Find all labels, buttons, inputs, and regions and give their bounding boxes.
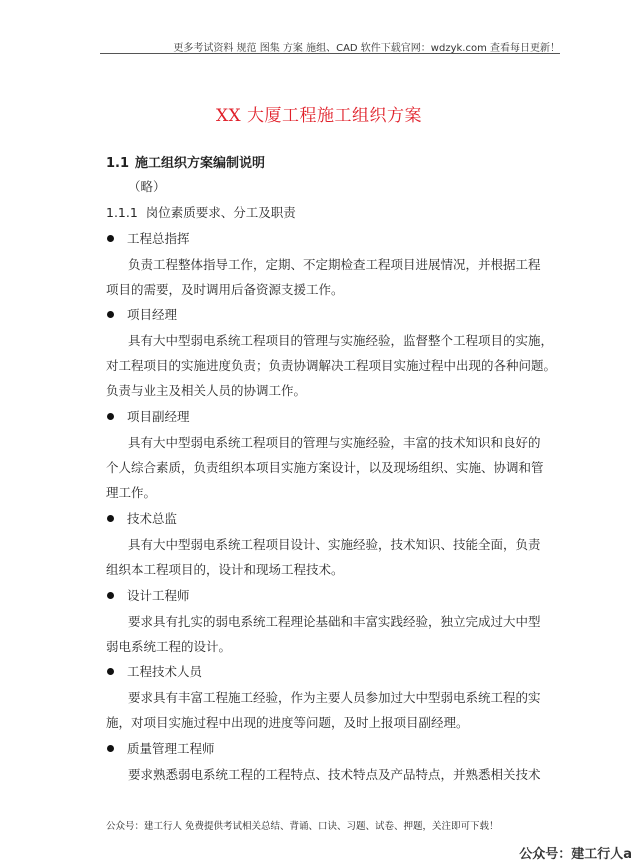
role-name: 工程总指挥 [127,231,190,246]
header-divider [100,53,560,54]
role-heading [107,409,190,425]
role-name: 设计工程师 [127,588,190,603]
role-desc-line: 理工作。 [106,485,157,500]
bullet-icon [107,311,114,318]
role-heading [107,741,215,757]
role-desc-line: 对工程项目的实施进度负责；负责协调解决工程项目实施过程中出现的各种问题。 [106,358,557,373]
bullet-icon [107,592,114,599]
role-desc-line: 负责与业主及相关人员的协调工作。 [106,383,307,398]
role-name: 项目经理 [127,307,178,322]
bullet-icon [107,413,114,420]
role-name: 工程技术人员 [127,664,203,679]
bullet-icon [107,235,114,242]
role-name: 项目副经理 [127,409,190,424]
bullet-icon [107,745,114,752]
role-heading [107,511,177,527]
role-desc-line: 组织本工程项目的，设计和现场工程技术。 [106,562,344,577]
role-name: 质量管理工程师 [127,741,215,756]
footer-note: 公众号：建工行人 免费提供考试相关总结、背诵、口诀、习题、试卷、押题，关注即可下载！ [106,821,499,832]
watermark: 公众号：建工行人a [519,847,632,862]
role-desc-line: 要求具有丰富工程施工经验，作为主要人员参加过大中型弱电系统工程的实 [128,690,541,705]
role-heading [107,231,190,247]
subsection-title: 岗位素质要求、分工及职责 [145,205,296,220]
role-desc-line: 要求熟悉弱电系统工程的工程特点、技术特点及产品特点，并熟悉相关技术 [128,767,541,782]
role-name: 技术总监 [127,511,178,526]
role-desc-line: 施，对项目实施过程中出现的进度等问题，及时上报项目副经理。 [106,715,469,730]
document-title: XX 大厦工程施工组织方案 [215,106,423,126]
section-title: 施工组织方案编制说明 [135,156,266,171]
role-desc-line: 具有大中型弱电系统工程项目的管理与实施经验，监督整个工程项目的实施， [128,333,554,348]
bullet-icon [107,668,114,675]
role-heading [107,664,202,680]
section-number: 1.1 [106,156,130,171]
section-note: （略） [128,179,166,194]
bullet-icon [107,515,114,522]
role-desc-line: 弱电系统工程的设计。 [106,639,232,654]
role-desc-line: 负责工程整体指导工作，定期、不定期检查工程项目进展情况，并根据工程 [128,257,541,272]
role-desc-line: 具有大中型弱电系统工程项目设计、实施经验，技术知识、技能全面，负责 [128,537,541,552]
section-heading [106,152,265,171]
role-heading [107,588,190,604]
subsection-heading [106,205,296,221]
role-desc-line: 个人综合素质，负责组织本项目实施方案设计，以及现场组织、实施、协调和管 [106,460,544,475]
subsection-number: 1.1.1 [106,205,138,220]
role-desc-line: 要求具有扎实的弱电系统工程理论基础和丰富实践经验，独立完成过大中型 [128,614,541,629]
header-note: 更多考试资料 规范 图集 方案 施组、CAD 软件下载官网：wdzyk.com 查看每日更新！ [173,43,560,54]
role-heading [107,307,177,323]
role-desc-line: 项目的需要，及时调用后备资源支援工作。 [106,282,344,297]
role-desc-line: 具有大中型弱电系统工程项目的管理与实施经验，丰富的技术知识和良好的 [128,435,541,450]
